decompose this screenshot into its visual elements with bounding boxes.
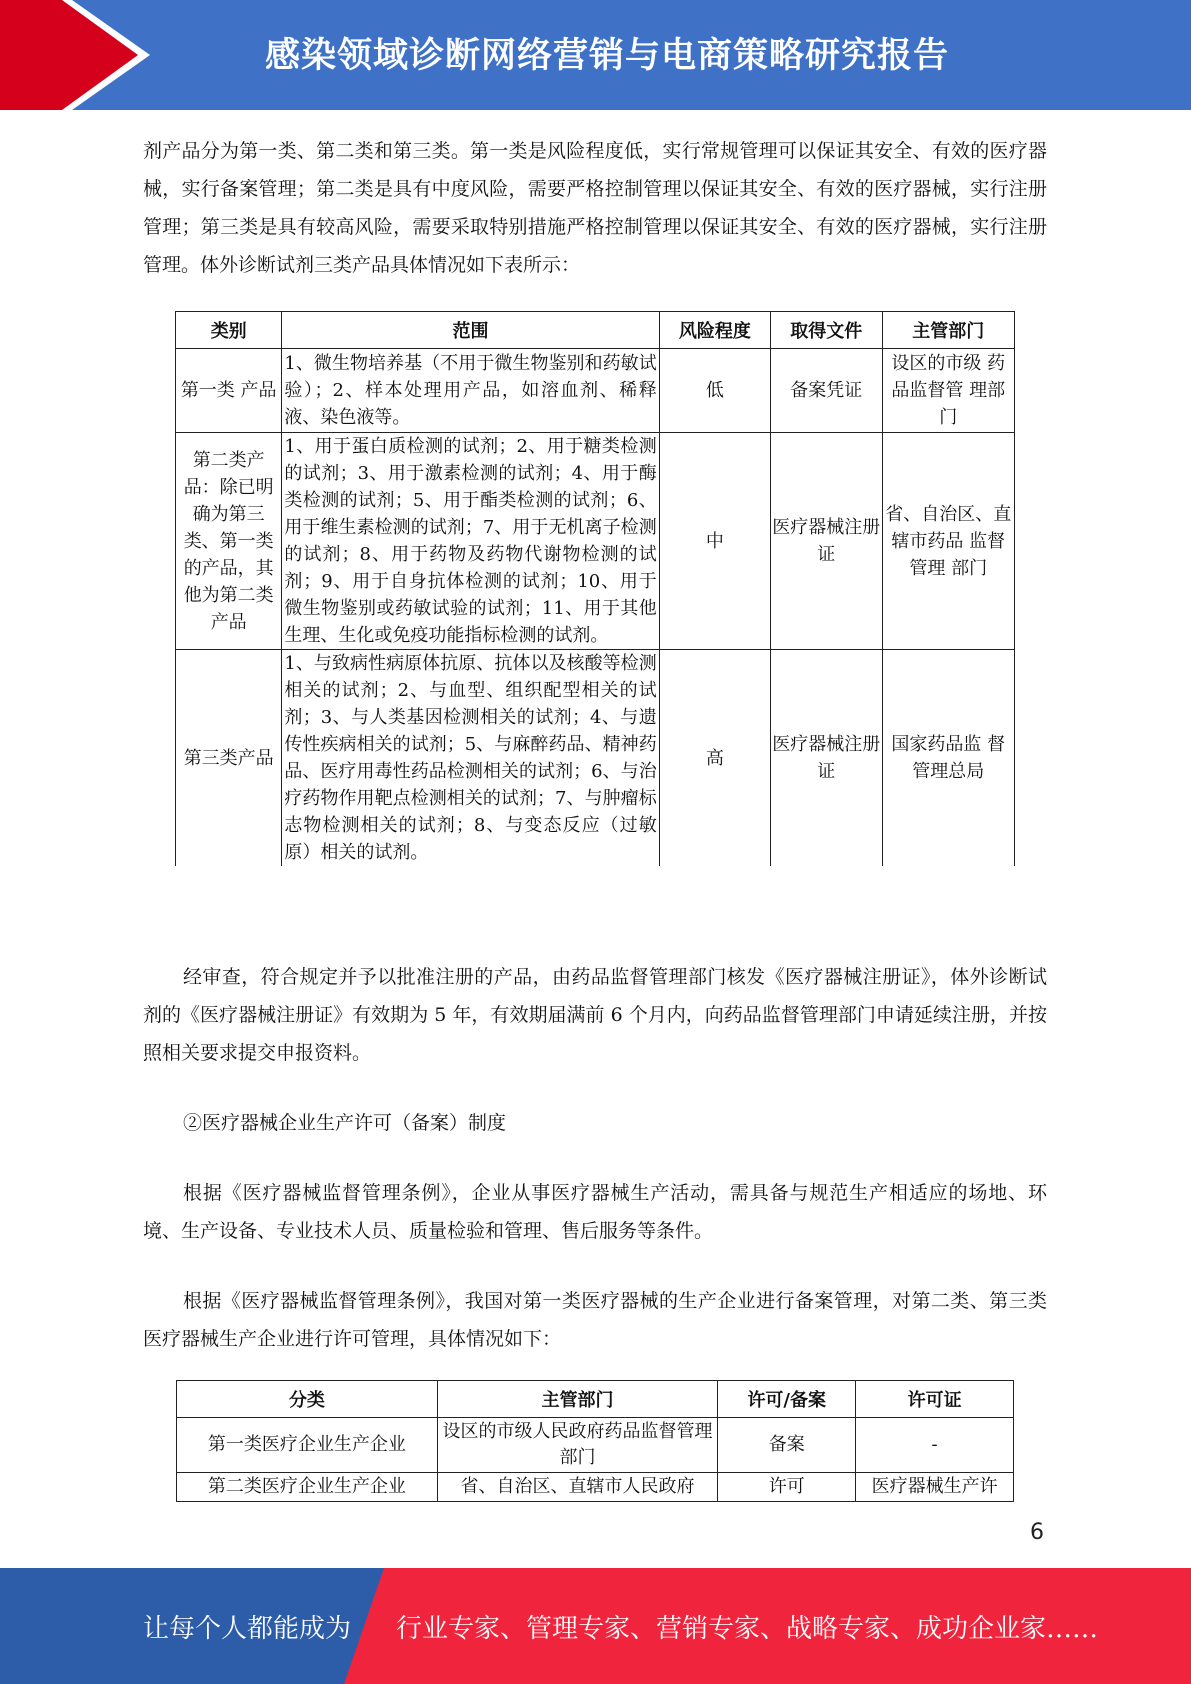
cell-category: 第三类产品 bbox=[176, 650, 282, 867]
main-content-continued bbox=[143, 958, 1047, 1358]
cell-category: 第一类医疗企业生产企业 bbox=[177, 1418, 438, 1473]
cell-department: 设区的市级人民政府药品监督管理部门 bbox=[437, 1418, 718, 1473]
table-row bbox=[177, 1418, 1014, 1473]
header-category: 类别 bbox=[176, 312, 282, 349]
header-category: 分类 bbox=[177, 1381, 438, 1418]
footer-slogan-right: 行业专家、管理专家、营销专家、战略专家、成功企业家…… bbox=[396, 1614, 1099, 1644]
report-title: 感染领域诊断网络营销与电商策略研究报告 bbox=[265, 36, 950, 76]
cell-category: 第一类 产品 bbox=[176, 349, 282, 433]
cell-risk: 低 bbox=[659, 349, 770, 433]
cell-category: 第二类产品：除已明确为第三类、第一类的产品，其他为第二类产品 bbox=[176, 433, 282, 650]
header-document: 取得文件 bbox=[771, 312, 882, 349]
cell-risk: 中 bbox=[659, 433, 770, 650]
table-row bbox=[176, 650, 1015, 867]
header-scope: 范围 bbox=[282, 312, 659, 349]
paragraph-production-management: 根据《医疗器械监督管理条例》，我国对第一类医疗器械的生产企业进行备案管理，对第二类、第三类医疗器械生产企业进行许可管理，具体情况如下： bbox=[143, 1290, 1047, 1350]
paragraph-classification: 剂产品分为第一类、第二类和第三类。第一类是风险程度低，实行常规管理可以保证其安全、有效的医疗器械，实行备案管理；第二类是具有中度风险，需要严格控制管理以保证其安全、有效的医疗器械，实行注册管理；第三类是具有较高风险，需要采取特别措施严格控制管理以保证其安全、有效的医疗器械，实行注册管理。体外诊断试剂三类产品具体情况如下表所示： bbox=[143, 140, 1047, 276]
header-risk: 风险程度 bbox=[659, 312, 770, 349]
section-heading: ②医疗器械企业生产许可（备案）制度 bbox=[183, 1112, 507, 1134]
cell-category: 第二类医疗企业生产企业 bbox=[177, 1473, 438, 1502]
table-header-row bbox=[176, 312, 1015, 349]
table-row bbox=[177, 1473, 1014, 1502]
header-license: 许可证 bbox=[856, 1381, 1014, 1418]
ivd-classification-table bbox=[175, 311, 1015, 866]
cell-department: 省、自治区、直辖市药品 监督管理 部门 bbox=[882, 433, 1015, 650]
cell-risk: 高 bbox=[659, 650, 770, 867]
table-row bbox=[176, 433, 1015, 650]
cell-document: 备案凭证 bbox=[771, 349, 882, 433]
cell-department: 国家药品监 督管理总局 bbox=[882, 650, 1015, 867]
cell-document: 医疗器械注册证 bbox=[771, 433, 882, 650]
cell-scope: 1、与致病性病原体抗原、抗体以及核酸等检测相关的试剂；2、与血型、组织配型相关的试剂；3、与人类基因检测相关的试剂；4、与遗传性疾病相关的试剂；5、与麻醉药品、精神药品、医疗用毒性药品检测相关的试剂；6、与治疗药物作用靶点检测相关的试剂；7、与肿瘤标志物检测相关的试剂；8、与变态反应（过敏原）相关的试剂。 bbox=[282, 650, 659, 867]
header-department: 主管部门 bbox=[882, 312, 1015, 349]
page-header bbox=[0, 0, 1191, 110]
cell-license: - bbox=[856, 1418, 1014, 1473]
header-department: 主管部门 bbox=[437, 1381, 718, 1418]
table-header-row bbox=[177, 1381, 1014, 1418]
cell-license-type: 备案 bbox=[718, 1418, 856, 1473]
page-number: 6 bbox=[1030, 1520, 1044, 1545]
cell-scope: 1、微生物培养基（不用于微生物鉴别和药敏试验）；2、样本处理用产品，如溶血剂、稀释液、染色液等。 bbox=[282, 349, 659, 433]
paragraph-registration: 经审查，符合规定并予以批准注册的产品，由药品监督管理部门核发《医疗器械注册证》，体外诊断试剂的《医疗器械注册证》有效期为 5 年，有效期届满前 6 个月内，向药品监督管理部门申请延续注册，并按照相关要求提交申报资料。 bbox=[143, 966, 1047, 1064]
header-license-type: 许可/备案 bbox=[718, 1381, 856, 1418]
main-content bbox=[143, 132, 1047, 284]
page-footer bbox=[0, 1568, 1191, 1684]
footer-slogan-left: 让每个人都能成为 bbox=[143, 1614, 352, 1644]
table-row bbox=[176, 349, 1015, 433]
production-license-table bbox=[176, 1380, 1014, 1502]
cell-license-type: 许可 bbox=[718, 1473, 856, 1502]
cell-document: 医疗器械注册证 bbox=[771, 650, 882, 867]
paragraph-production-conditions: 根据《医疗器械监督管理条例》，企业从事医疗器械生产活动，需具备与规范生产相适应的场地、环境、生产设备、专业技术人员、质量检验和管理、售后服务等条件。 bbox=[143, 1182, 1047, 1242]
cell-license: 医疗器械生产许 bbox=[856, 1473, 1014, 1502]
cell-department: 省、自治区、直辖市人民政府 bbox=[437, 1473, 718, 1502]
cell-department: 设区的市级 药品监督管 理部门 bbox=[882, 349, 1015, 433]
cell-scope: 1、用于蛋白质检测的试剂；2、用于糖类检测的试剂；3、用于激素检测的试剂；4、用于酶类检测的试剂；5、用于酯类检测的试剂；6、用于维生素检测的试剂；7、用于无机离子检测的试剂；8、用于药物及药物代谢物检测的试剂；9、用于自身抗体检测的试剂；10、用于微生物鉴别或药敏试验的试剂；11、用于其他生理、生化或免疫功能指标检测的试剂。 bbox=[282, 433, 659, 650]
